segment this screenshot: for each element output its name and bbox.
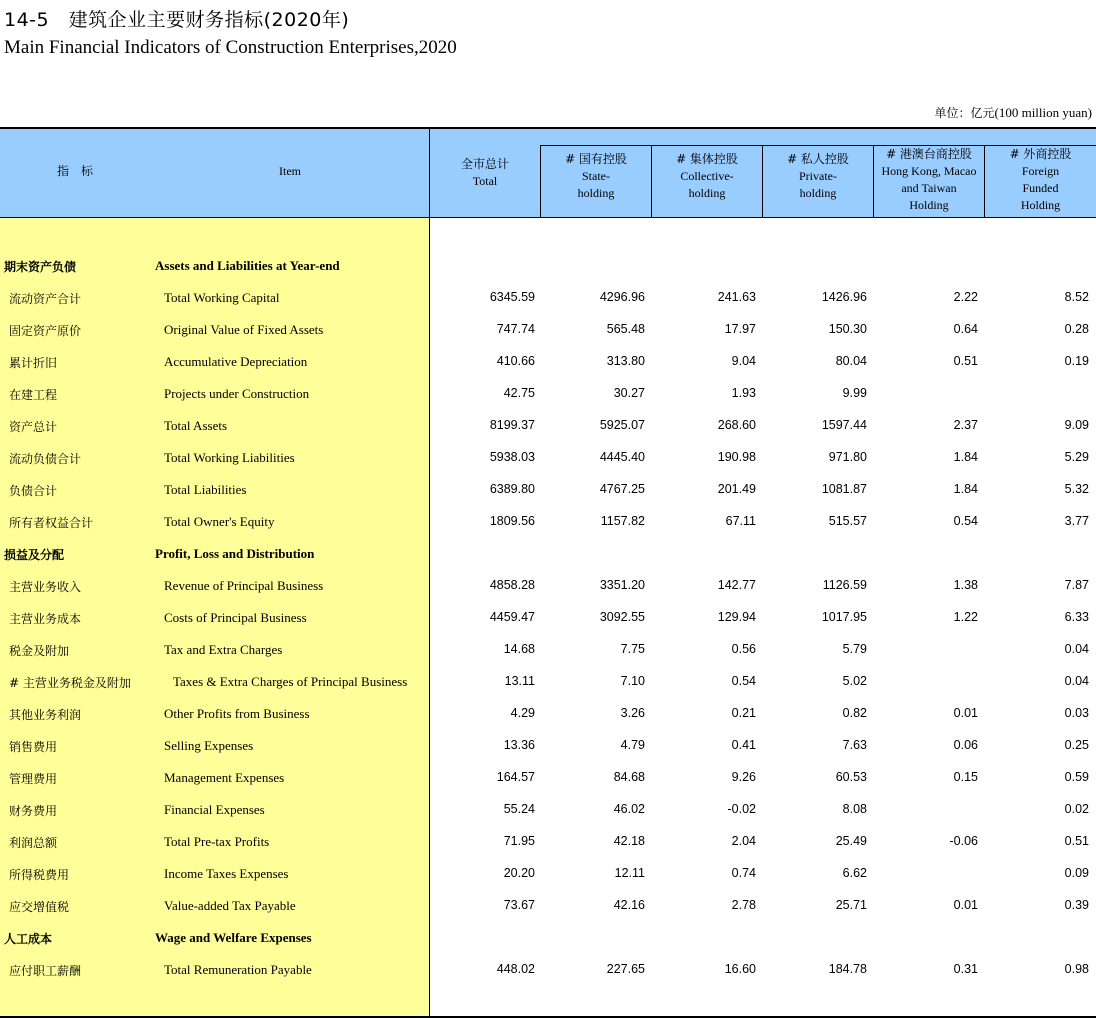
row-label-en: Income Taxes Expenses (164, 866, 289, 881)
row-label-cn: 主营业务成本 (9, 612, 82, 626)
cell-total: 4858.28 (489, 578, 535, 592)
cell-total: 164.57 (496, 770, 535, 784)
cell-collective: 67.11 (725, 514, 756, 528)
cell-collective: 129.94 (717, 610, 756, 624)
cell-private: 1426.96 (821, 290, 867, 304)
cell-private: 9.99 (842, 386, 867, 400)
cell-private: 0.82 (842, 706, 867, 720)
cell-private: 1081.87 (821, 482, 867, 496)
row-label-en: Management Expenses (164, 770, 285, 785)
cell-private: 971.80 (828, 450, 867, 464)
table-row (0, 954, 1096, 986)
table-row (0, 794, 1096, 826)
header-item-en: Item (279, 164, 301, 178)
table-row (0, 762, 1096, 794)
row-label-cn: 利润总额 (9, 836, 58, 850)
cell-foreign: 0.04 (1064, 642, 1089, 656)
cell-state: 7.75 (620, 642, 645, 656)
cell-state: 84.68 (613, 770, 645, 784)
cell-total: 73.67 (503, 898, 535, 912)
cell-state: 3.26 (620, 706, 645, 720)
cell-private: 6.62 (842, 866, 867, 880)
table-row (0, 570, 1096, 602)
table-row (0, 378, 1096, 410)
cell-total: 5938.03 (489, 450, 535, 464)
cell-hmt: 0.15 (953, 770, 978, 784)
cell-foreign: 9.09 (1064, 418, 1089, 432)
cell-collective: 0.56 (731, 642, 756, 656)
cell-total: 42.75 (503, 386, 535, 400)
page-title-cn: 14-5 建筑企业主要财务指标(2020年) (4, 9, 350, 31)
cell-state: 4.79 (620, 738, 645, 752)
cell-private: 5.79 (842, 642, 867, 656)
cell-foreign: 0.98 (1064, 962, 1089, 976)
cell-total: 13.36 (503, 738, 535, 752)
row-label-cn: 固定资产原价 (9, 324, 82, 338)
cell-total: 8199.37 (489, 418, 535, 432)
row-label-cn: 损益及分配 (4, 548, 65, 562)
header-total: 全市总计 Total (460, 157, 509, 188)
cell-private: 7.63 (842, 738, 867, 752)
row-label-cn: 管理费用 (9, 772, 58, 786)
cell-hmt: 0.54 (953, 514, 978, 528)
row-label-cn: 税金及附加 (9, 644, 70, 658)
row-label-cn: 主营业务收入 (9, 580, 82, 594)
table-row (0, 666, 1096, 698)
header-collective: # 集体控股 Collective-holding (676, 152, 738, 200)
row-label-en: Other Profits from Business (164, 706, 310, 721)
cell-foreign: 0.03 (1064, 706, 1089, 720)
cell-foreign: 0.59 (1064, 770, 1089, 784)
header-state: # 国有控股 State-holding (565, 152, 627, 200)
cell-total: 747.74 (496, 322, 535, 336)
cell-total: 14.68 (503, 642, 535, 656)
cell-state: 30.27 (613, 386, 645, 400)
cell-collective: 2.04 (731, 834, 756, 848)
cell-hmt: 0.06 (953, 738, 978, 752)
cell-hmt: 0.31 (953, 962, 978, 976)
cell-state: 5925.07 (599, 418, 645, 432)
cell-state: 4296.96 (599, 290, 645, 304)
cell-state: 42.18 (613, 834, 645, 848)
cell-collective: 241.63 (717, 290, 756, 304)
section-row (0, 250, 1096, 282)
cell-total: 13.11 (504, 674, 535, 688)
table-row (0, 826, 1096, 858)
row-label-en: Total Liabilities (164, 482, 247, 497)
row-label-cn: 所得税费用 (9, 868, 70, 882)
cell-foreign: 5.29 (1064, 450, 1089, 464)
cell-private: 1126.59 (822, 578, 867, 592)
cell-total: 410.66 (496, 354, 535, 368)
cell-collective: 268.60 (717, 418, 756, 432)
unit-label-en: (100 million yuan) (994, 105, 1092, 120)
row-label-cn: 其他业务利润 (9, 708, 82, 722)
cell-hmt: 0.01 (953, 706, 978, 720)
cell-total: 1809.56 (489, 514, 535, 528)
cell-total: 55.24 (503, 802, 535, 816)
page-title-en: Main Financial Indicators of Construction Enterprises,2020 (4, 37, 457, 58)
cell-state: 565.48 (606, 322, 645, 336)
cell-state: 313.80 (606, 354, 645, 368)
cell-private: 25.49 (835, 834, 867, 848)
row-label-en: Selling Expenses (164, 738, 254, 753)
cell-private: 150.30 (828, 322, 867, 336)
cell-hmt: 1.22 (953, 610, 978, 624)
row-label-cn: 负债合计 (9, 484, 58, 498)
cell-hmt: 0.64 (953, 322, 978, 336)
cell-private: 80.04 (835, 354, 867, 368)
table-row (0, 410, 1096, 442)
cell-private: 8.08 (842, 802, 867, 816)
table-row (0, 602, 1096, 634)
table-row (0, 442, 1096, 474)
cell-total: 20.20 (503, 866, 535, 880)
cell-total: 4459.47 (489, 610, 535, 624)
row-label-cn: 期末资产负债 (4, 260, 77, 274)
row-label-en: Profit, Loss and Distribution (155, 546, 315, 561)
row-label-cn: 流动资产合计 (9, 292, 82, 306)
cell-hmt: 0.51 (953, 354, 978, 368)
table-row (0, 698, 1096, 730)
cell-foreign: 6.33 (1064, 610, 1089, 624)
cell-collective: 9.26 (731, 770, 756, 784)
header-private: # 私人控股 Private-holding (787, 152, 849, 200)
cell-hmt: 1.84 (953, 450, 978, 464)
row-label-en: Costs of Principal Business (164, 610, 307, 625)
cell-foreign: 0.02 (1064, 802, 1089, 816)
table-row (0, 890, 1096, 922)
cell-collective: -0.02 (727, 802, 756, 816)
table-row (0, 314, 1096, 346)
cell-collective: 2.78 (731, 898, 756, 912)
cell-state: 42.16 (613, 898, 645, 912)
row-label-en: Total Assets (164, 418, 228, 433)
cell-private: 60.53 (835, 770, 867, 784)
cell-hmt: 1.38 (953, 578, 978, 592)
cell-collective: 142.77 (717, 578, 756, 592)
row-label-en: Total Remuneration Payable (164, 962, 312, 977)
cell-hmt: 2.22 (953, 290, 978, 304)
cell-state: 4445.40 (599, 450, 645, 464)
cell-state: 46.02 (613, 802, 645, 816)
table-row (0, 730, 1096, 762)
table-row (0, 346, 1096, 378)
cell-foreign: 3.77 (1064, 514, 1089, 528)
row-label-cn: 流动负债合计 (9, 452, 82, 466)
cell-state: 3351.20 (599, 578, 645, 592)
cell-total: 6389.80 (489, 482, 535, 496)
row-label-en: Projects under Construction (164, 386, 310, 401)
row-label-en: Value-added Tax Payable (164, 898, 296, 913)
table-row (0, 506, 1096, 538)
row-label-en: Wage and Welfare Expenses (155, 930, 312, 945)
cell-state: 3092.55 (599, 610, 645, 624)
cell-hmt: 1.84 (953, 482, 978, 496)
cell-collective: 0.54 (731, 674, 756, 688)
cell-foreign: 0.51 (1064, 834, 1089, 848)
section-row (0, 538, 1096, 570)
row-label-en: Tax and Extra Charges (164, 642, 283, 657)
header-indicator-cn: 指 标 (56, 164, 93, 178)
row-label-en: Accumulative Depreciation (164, 354, 308, 369)
cell-foreign: 0.39 (1064, 898, 1089, 912)
cell-collective: 190.98 (717, 450, 756, 464)
cell-foreign: 0.19 (1064, 354, 1089, 368)
cell-state: 227.65 (606, 962, 645, 976)
row-label-en: Total Owner's Equity (164, 514, 275, 529)
unit-label-cn: 单位：亿元 (934, 106, 995, 120)
row-label-cn: 人工成本 (4, 932, 53, 946)
cell-hmt: -0.06 (949, 834, 978, 848)
cell-hmt: 0.01 (953, 898, 978, 912)
cell-foreign: 8.52 (1064, 290, 1089, 304)
row-label-cn: 在建工程 (9, 388, 58, 402)
table-row (0, 474, 1096, 506)
row-label-en: Taxes & Extra Charges of Principal Business (173, 674, 408, 689)
cell-private: 25.71 (835, 898, 867, 912)
cell-collective: 16.60 (724, 962, 756, 976)
row-label-en: Total Pre-tax Profits (164, 834, 270, 849)
row-label-en: Total Working Liabilities (164, 450, 295, 465)
cell-collective: 1.93 (731, 386, 756, 400)
cell-total: 4.29 (510, 706, 535, 720)
row-label-cn: 资产总计 (9, 420, 58, 434)
row-label-cn: # 主营业务税金及附加 (9, 676, 131, 690)
row-label-en: Revenue of Principal Business (164, 578, 324, 593)
unit-label (934, 104, 1092, 121)
cell-foreign: 0.25 (1064, 738, 1089, 752)
cell-private: 515.57 (828, 514, 867, 528)
cell-foreign: 0.28 (1064, 322, 1089, 336)
section-row (0, 922, 1096, 954)
cell-foreign: 0.09 (1064, 866, 1089, 880)
cell-foreign: 7.87 (1064, 578, 1089, 592)
cell-collective: 17.97 (724, 322, 756, 336)
row-label-cn: 累计折旧 (9, 356, 58, 370)
cell-state: 12.11 (614, 866, 645, 880)
cell-total: 71.95 (503, 834, 535, 848)
row-label-cn: 销售费用 (9, 740, 58, 754)
cell-collective: 201.49 (717, 482, 756, 496)
row-label-en: Financial Expenses (164, 802, 265, 817)
cell-foreign: 0.04 (1064, 674, 1089, 688)
row-label-cn: 应付职工薪酬 (9, 964, 82, 978)
header-foreign: # 外商控股 Foreign Funded Holding (1009, 147, 1072, 212)
row-label-en: Original Value of Fixed Assets (164, 322, 324, 337)
table-row (0, 858, 1096, 890)
cell-private: 5.02 (842, 674, 867, 688)
cell-collective: 0.74 (731, 866, 756, 880)
cell-state: 1157.82 (600, 514, 645, 528)
cell-collective: 9.04 (731, 354, 756, 368)
header-hmt: # 港澳台商控股 Hong Kong, Macao and Taiwan Holding (881, 147, 977, 212)
row-label-cn: 所有者权益合计 (9, 516, 94, 530)
cell-hmt: 2.37 (953, 418, 978, 432)
row-label-en: Assets and Liabilities at Year-end (155, 258, 340, 273)
row-label-cn: 应交增值税 (9, 900, 70, 914)
table-row (0, 282, 1096, 314)
table-header (0, 129, 1096, 218)
row-label-cn: 财务费用 (9, 804, 58, 818)
row-label-en: Total Working Capital (164, 290, 280, 305)
table-row (0, 634, 1096, 666)
cell-total: 6345.59 (489, 290, 535, 304)
cell-state: 4767.25 (599, 482, 645, 496)
cell-total: 448.02 (496, 962, 535, 976)
cell-foreign: 5.32 (1064, 482, 1089, 496)
cell-private: 1017.95 (821, 610, 867, 624)
cell-private: 184.78 (828, 962, 867, 976)
cell-private: 1597.44 (821, 418, 867, 432)
cell-collective: 0.41 (731, 738, 756, 752)
cell-collective: 0.21 (731, 706, 756, 720)
cell-state: 7.10 (620, 674, 645, 688)
